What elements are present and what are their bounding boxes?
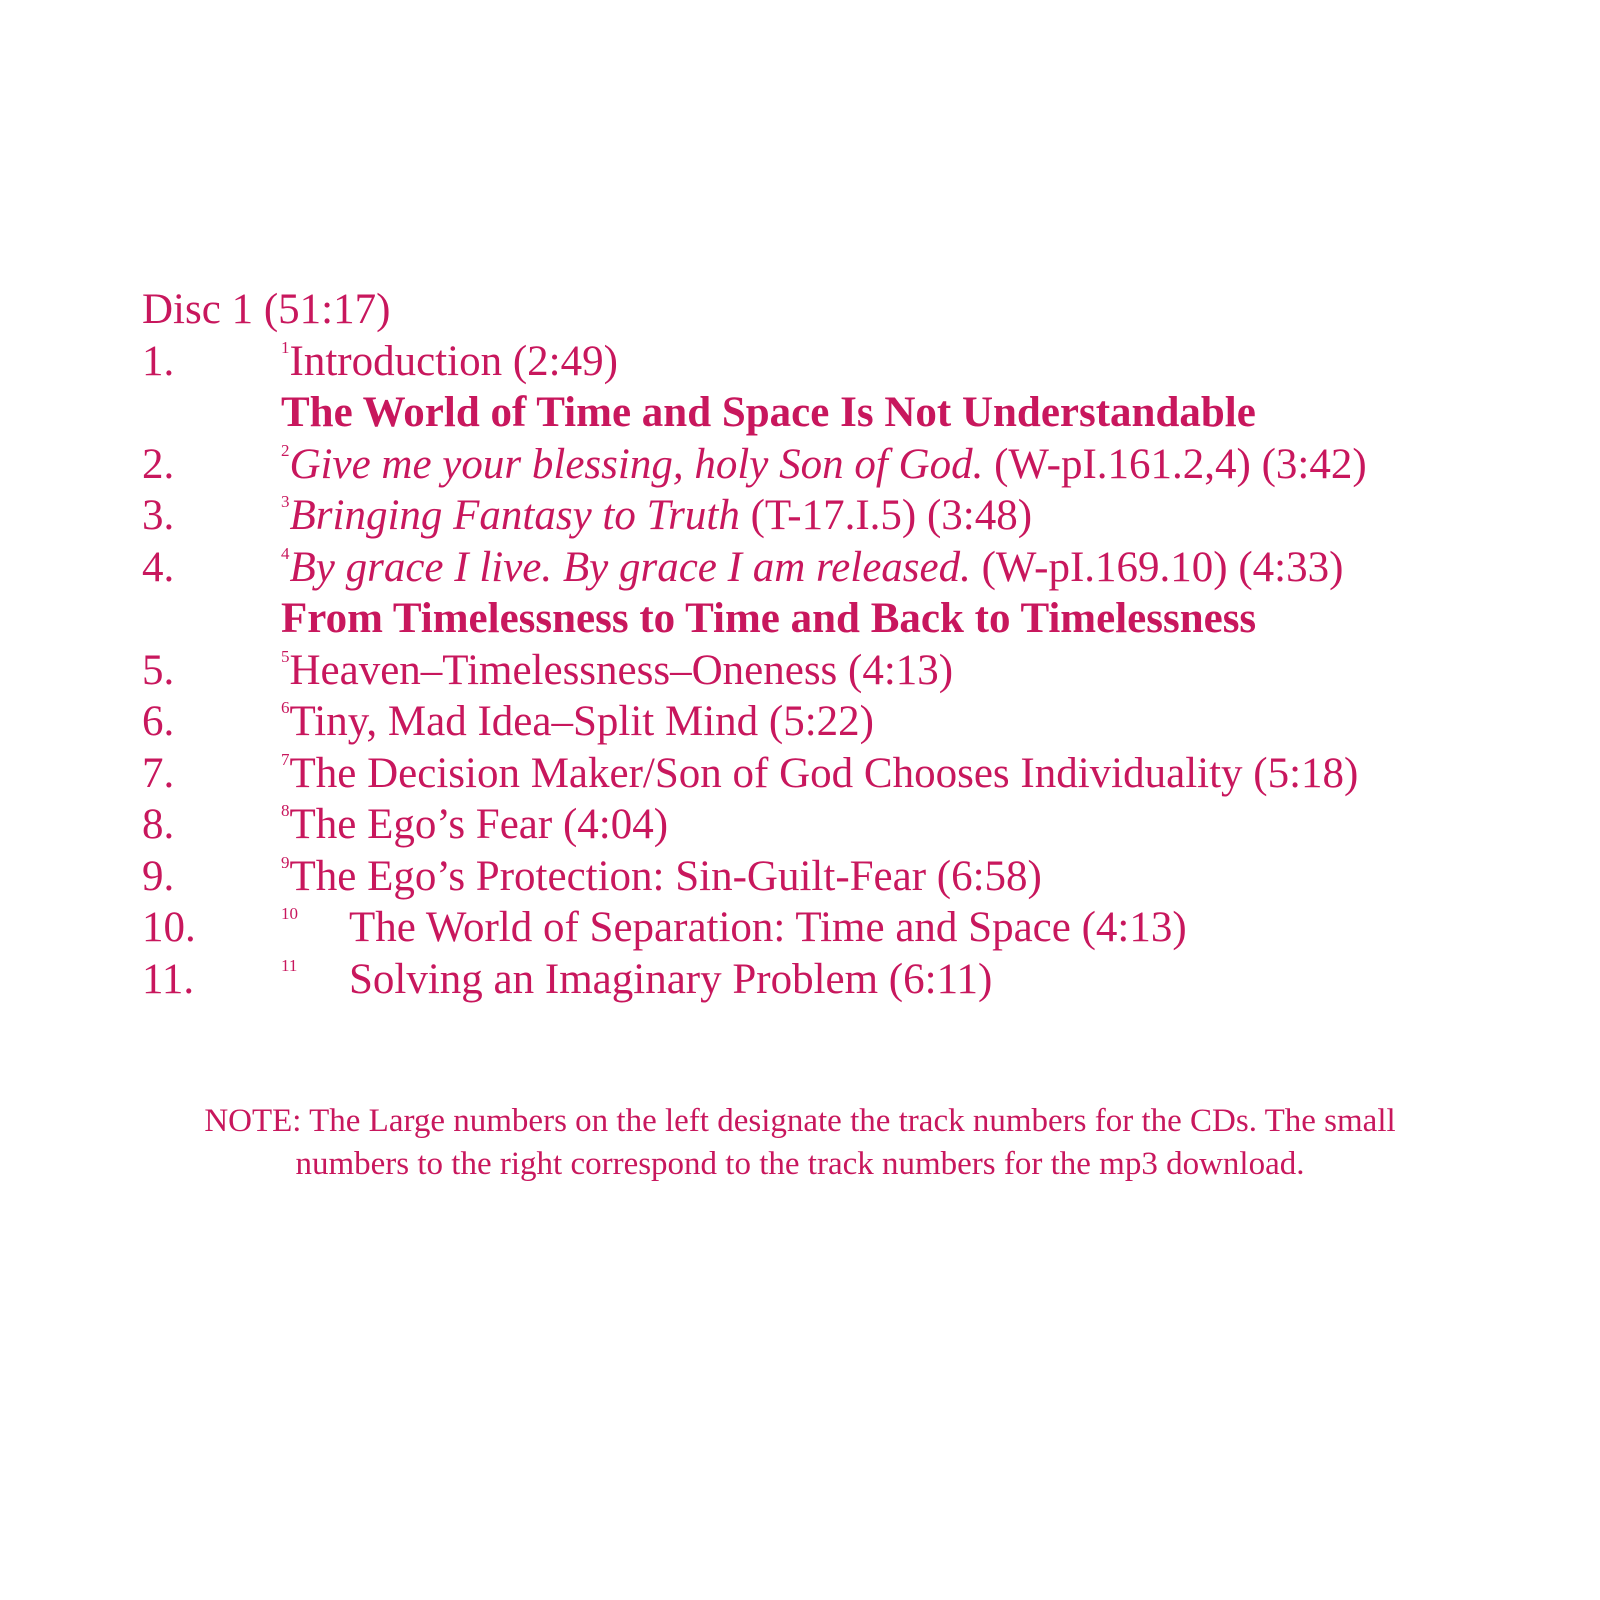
track-row xyxy=(142,439,1582,491)
note-line: NOTE: The Large numbers on the left designate the track numbers for the CDs. The small xyxy=(204,1103,1396,1139)
cd-track-number: 4. xyxy=(142,543,175,591)
cd-track-number: 6. xyxy=(142,698,175,745)
track-title: Heaven–Timelessness–Oneness (4:13) xyxy=(289,646,954,694)
mp3-track-number: 9 xyxy=(281,852,290,872)
track-title: The Ego’s Fear (4:04) xyxy=(289,801,669,848)
track-title-quote: By grace I live. By grace I am released. xyxy=(289,543,971,591)
cd-track-number: 11. xyxy=(142,955,195,1003)
cd-track-number: 10. xyxy=(142,904,196,951)
track-title: The Decision Maker/Son of God Chooses Individuality (5:18) xyxy=(289,749,1359,797)
track-reference: (W-pI.161.2,4) (3:42) xyxy=(983,440,1367,488)
track-row xyxy=(142,645,1582,697)
cd-track-number: 8. xyxy=(142,801,175,848)
track-row xyxy=(142,748,1582,800)
track-row: 11. 11 Solving an Imaginary Problem (6:11) xyxy=(142,954,1582,1006)
cd-track-number: 5. xyxy=(142,646,175,694)
section-heading-row xyxy=(142,593,1582,645)
section-heading-row xyxy=(142,387,1582,439)
track-row xyxy=(142,542,1582,594)
track-title: Tiny, Mad Idea–Split Mind (5:22) xyxy=(289,698,874,745)
mp3-track-number: 4 xyxy=(281,543,290,563)
cd-track-number: 7. xyxy=(142,749,175,797)
mp3-track-number: 1 xyxy=(281,337,290,357)
section-heading: From Timelessness to Time and Back to Timelessness xyxy=(281,595,1257,642)
track-title: The Ego’s Protection: Sin-Guilt-Fear (6:58) xyxy=(289,852,1042,900)
cd-track-number: 2. xyxy=(142,440,175,488)
track-title-quote: Give me your blessing, holy Son of God. xyxy=(289,440,984,488)
track-row xyxy=(142,696,1582,748)
note-paragraph xyxy=(100,1100,1500,1186)
cd-track-number: 9. xyxy=(142,852,175,900)
track-title-quote: Bringing Fantasy to Truth xyxy=(289,492,740,539)
note-line: numbers to the right correspond to the track numbers for the mp3 download. xyxy=(295,1146,1305,1182)
section-heading: The World of Time and Space Is Not Understandable xyxy=(281,389,1256,436)
cd-track-number: 1. xyxy=(142,337,175,385)
track-reference: (T-17.I.5) (3:48) xyxy=(739,492,1033,539)
mp3-track-number: 8 xyxy=(281,801,290,820)
track-row xyxy=(142,336,1582,388)
mp3-track-number: 6 xyxy=(281,698,290,717)
mp3-track-number: 5 xyxy=(281,646,290,666)
track-reference: (W-pI.169.10) (4:33) xyxy=(970,543,1344,591)
mp3-track-number: 7 xyxy=(281,749,290,769)
track-title: The World of Separation: Time and Space (4:13) xyxy=(349,904,1187,951)
track-list xyxy=(142,284,1582,1005)
disc-title: Disc 1 (51:17) xyxy=(142,286,391,333)
track-title: Introduction (2:49) xyxy=(289,337,618,385)
track-row: 10. 10 The World of Separation: Time and Space (4:13) xyxy=(142,902,1582,954)
track-row xyxy=(142,851,1582,903)
mp3-track-number: 2 xyxy=(281,440,290,460)
track-title: Solving an Imaginary Problem (6:11) xyxy=(349,955,993,1003)
mp3-track-number: 3 xyxy=(281,492,290,511)
cd-track-number: 3. xyxy=(142,492,175,539)
track-row xyxy=(142,799,1582,851)
track-row xyxy=(142,490,1582,542)
